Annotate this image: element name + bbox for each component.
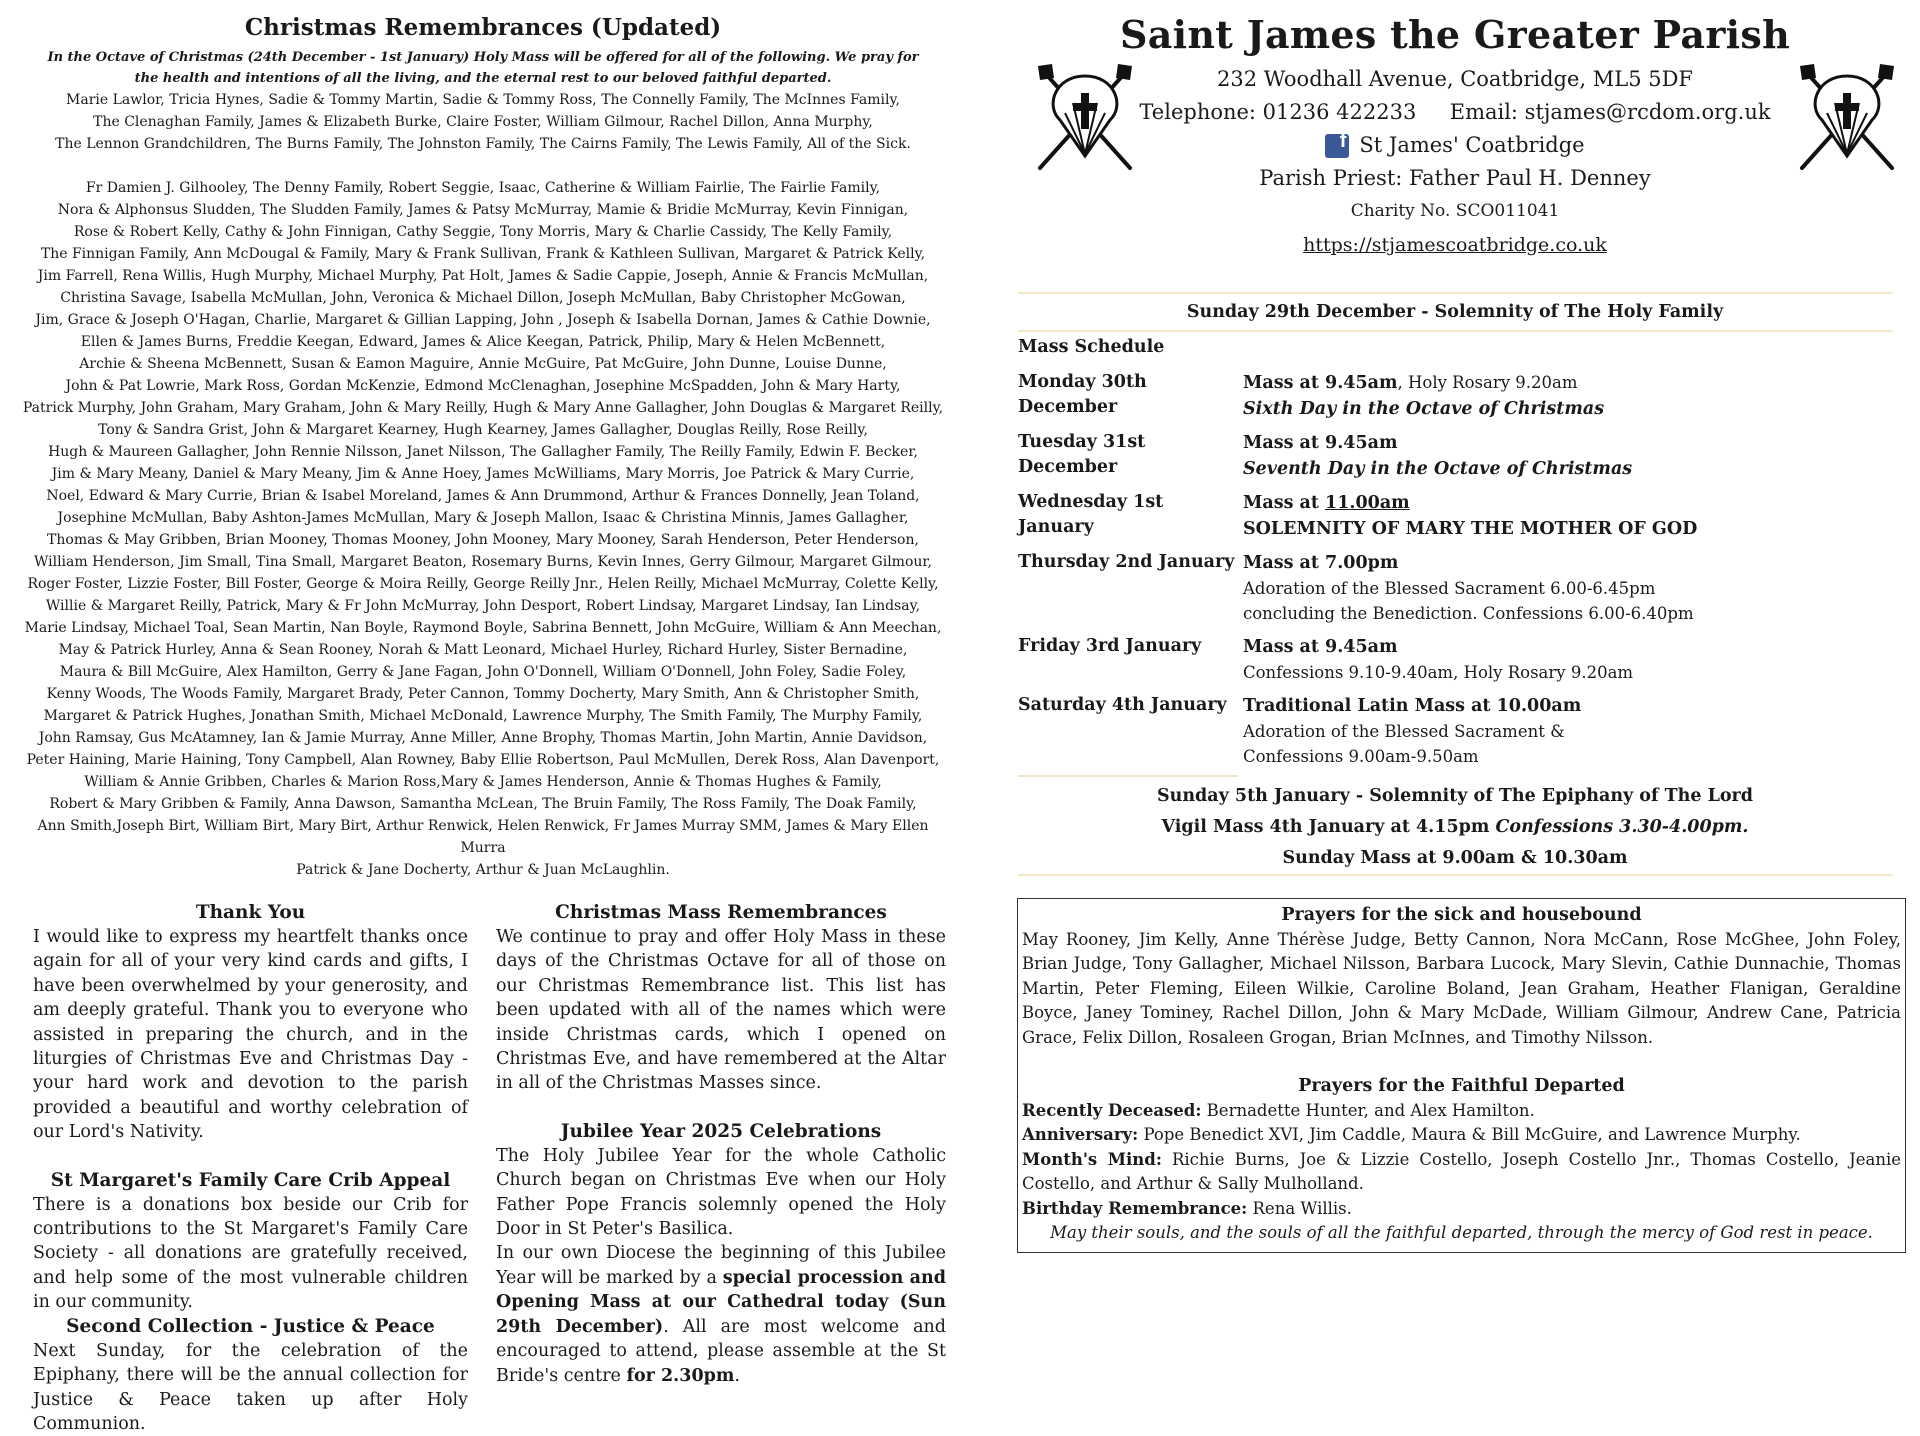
name-line: Thomas & May Gribben, Brian Mooney, Thomas Mooney, John Mooney, Mary Mooney, Sarah Henderson, Peter Henderson, [47, 532, 919, 548]
remembrances-title: Christmas Remembrances (Updated) [244, 14, 722, 41]
name-line: Hugh & Maureen Gallagher, John Rennie Nilsson, Janet Nilsson, The Gallagher Family, The Reilly Family, Edwin F. Becker, [48, 444, 918, 460]
jubilee-title: Jubilee Year 2025 Celebrations [560, 1120, 882, 1142]
second-collection-text: Next Sunday, for the celebration of the Epiphany, there will be the annual collection for Justice & Peace taken up after Holy Communion. [33, 1340, 468, 1434]
mass-remembrances-title: Christmas Mass Remembrances [555, 902, 887, 923]
remembrances-names [18, 89, 948, 881]
charity-number: Charity No. SCO011041 [1350, 201, 1560, 221]
right-page [1000, 8, 1910, 876]
jubilee-text-1: The Holy Jubilee Year for the whole Catholic Church began on Christmas Eve when our Holy Father Pope Francis solemnly opened the Holy Door in St Peter's Basilica. [496, 1145, 946, 1240]
left-column [18, 901, 468, 1436]
name-line: Kenny Woods, The Woods Family, Margaret Brady, Peter Cannon, Tommy Docherty, Mary Smith, Ann & Christopher Smith, [46, 686, 920, 702]
name-line: Jim & Mary Meany, Daniel & Mary Meany, Jim & Anne Hoey, James McWilliams, Mary Morris, Joe Patrick & Mary Currie, [51, 466, 915, 482]
thank-you-title: Thank You [195, 902, 306, 923]
thank-you-text: I would like to express my heartfelt thanks once again for all of your very kind cards and gifts, I have been overwhelmed by your generosity, and am deeply grateful. Thank you to everyone who assisted in preparing the church, and in the liturgies of Christmas Eve and Christmas Day - your hard work and devotion to the parish provided a beautiful and worthy celebration of our Lord's Nativity. [33, 927, 468, 1143]
schedule-day: Thursday 2nd January [1018, 552, 1235, 572]
closing-prayer: May their souls, and the souls of all the faithful departed, through the mercy of God rest in peace. [1050, 1223, 1873, 1242]
epiphany-block [1000, 781, 1910, 874]
remembrances-intro: In the Octave of Christmas (24th December - 1st January) Holy Mass will be offered for all of the following. We pray for the health and intentions of all the living, and the eternal rest to our beloved faithful departed. [47, 50, 919, 86]
name-line: Maura & Bill McGuire, Alex Hamilton, Gerry & Jane Fagan, John O'Donnell, William O'Donnell, John Foley, Sadie Foley, [59, 664, 907, 680]
name-line: Margaret & Patrick Hughes, Jonathan Smith, Michael McDonald, Lawrence Murphy, The Smith Family, The Murphy Family, [43, 708, 923, 724]
name-line: Jim Farrell, Rena Willis, Hugh Murphy, Michael Murphy, Pat Holt, James & Sadie Cappie, Joseph, Annie & Francis McMullan, [37, 268, 929, 284]
schedule-row: Thursday 2nd January Mass at 7.00pm Adoration of the Blessed Sacrament 6.00-6.45pm concluding the Benediction. Confessions 6.00-6.40pm [1000, 550, 1910, 626]
second-collection-title: Second Collection - Justice & Peace [66, 1315, 435, 1337]
right-column [496, 901, 946, 1436]
name-line: Patrick Murphy, John Graham, Mary Graham, John & Mary Reilly, Hugh & Mary Anne Gallagher, John Douglas & Margaret Reilly, [22, 400, 944, 416]
sick-names: May Rooney, Jim Kelly, Anne Thérèse Judge, Betty Cannon, Nora McCann, Rose McGhee, John Foley, Brian Judge, Tony Gallagher, Michael Nilsson, Barbara Lucock, Mary Slevin, Cathie Dunnachie, Thomas Martin, Peter Fleming, Eileen Wilkie, Caroline Boland, Jean Graham, Heather Flanigan, Geraldine Boyce, Janey Tominey, Rachel Dillon, John & Mary McDade, William Gilmour, Andrew Cane, Patricia Grace, Felix Dillon, Rosaleen Grogan, Brian McInnes, and Timothy Nilsson. [1022, 929, 1901, 1047]
months-mind: Month's Mind: Richie Burns, Joe & Lizzie Costello, Joseph Costello Jnr., Thomas Costello, Jeanie Costello, and Arthur & Sally Mulholland. [1022, 1149, 1901, 1193]
parish-priest: Parish Priest: Father Paul H. Denney [1259, 166, 1651, 190]
email-link[interactable]: Email: stjames@rcdom.org.uk [1449, 100, 1771, 124]
divider [1018, 775, 1238, 777]
parish-header [1000, 12, 1910, 292]
name-line: Peter Haining, Marie Haining, Tony Campbell, Alan Rowney, Baby Ellie Robertson, Paul McMullen, Derek Ross, Alan Davenport, [26, 752, 940, 768]
schedule-day: Saturday 4th January [1018, 695, 1227, 715]
anniversary: Anniversary: Pope Benedict XVI, Jim Caddle, Maura & Bill McGuire, and Lawrence Murphy. [1022, 1125, 1801, 1144]
schedule-row: Wednesday 1st January Mass at 11.00am SOLEMNITY OF MARY THE MOTHER OF GOD [1000, 490, 1910, 542]
left-page [18, 8, 948, 1436]
crib-appeal-text: There is a donations box beside our Crib for contributions to the St Margaret's Family Care Society - all donations are gratefully received, and help some of the most vulnerable children in our community. [33, 1194, 468, 1313]
crib-appeal-title: St Margaret's Family Care Crib Appeal [50, 1169, 451, 1191]
crest-icon [1792, 58, 1902, 178]
divider [1018, 874, 1892, 876]
schedule-row: Saturday 4th January Traditional Latin Mass at 10.00am Adoration of the Blessed Sacrament & Confessions 9.00am-9.50am [1000, 693, 1910, 769]
name-line: Ellen & James Burns, Freddie Keegan, Edward, James & Alice Keegan, Patrick, Philip, Mary & Helen McBennett, [80, 334, 886, 350]
name-line: John Ramsay, Gus McAtamney, Ian & Jamie Murray, Anne Miller, Anne Brophy, Thomas Martin, John Martin, Annie Davidson, [38, 730, 928, 746]
names-group-2 [18, 177, 948, 881]
jubilee-time-highlight: for 2.30pm [626, 1365, 735, 1386]
schedule-day: Wednesday 1st January [1018, 492, 1164, 537]
sunday-mass-line: Sunday Mass at 9.00am & 10.30am [1282, 848, 1628, 868]
name-line: Robert & Mary Gribben & Family, Anna Dawson, Samantha McLean, The Bruin Family, The Ross Family, The Doak Family, [49, 796, 917, 812]
name-line: Patrick & Jane Docherty, Arthur & Juan McLaughlin. [296, 862, 670, 878]
parish-address: 232 Woodhall Avenue, Coatbridge, ML5 5DF [1216, 67, 1694, 91]
recently-deceased: Recently Deceased: Bernadette Hunter, and Alex Hamilton. [1022, 1100, 1535, 1120]
schedule-row: Tuesday 31st December Mass at 9.45am Seventh Day in the Octave of Christmas [1000, 430, 1910, 482]
name-line: William & Annie Gribben, Charles & Marion Ross,Mary & James Henderson, Annie & Thomas Hughes & Family, [84, 774, 882, 790]
name-line: The Finnigan Family, Ann McDougal & Family, Mary & Frank Sullivan, Frank & Kathleen Sullivan, Margaret & Patrick Kelly, [40, 246, 926, 262]
name-line: May & Patrick Hurley, Anna & Sean Rooney, Norah & Matt Leonard, Michael Hurley, Richard Hurley, Sister Bernadine, [58, 642, 908, 658]
names-group-1 [18, 89, 948, 155]
name-line: John & Pat Lowrie, Mark Ross, Gordan McKenzie, Edmond McClenaghan, Josephine McSpadden, John & Mary Harty, [65, 378, 901, 394]
name-line: Nora & Alphonsus Sludden, The Sludden Family, James & Patsy McMurray, Mamie & Bridie McMurray, Kevin Finnigan, [57, 202, 909, 218]
schedule-row: Friday 3rd January Mass at 9.45am Confessions 9.10-9.40am, Holy Rosary 9.20am [1000, 634, 1910, 685]
prayers-box [1017, 898, 1906, 1253]
name-line: Marie Lindsay, Michael Toal, Sean Martin, Nan Boyle, Raymond Boyle, Sabrina Bennett, John McGuire, William & Ann Meechan, [24, 620, 942, 636]
mass-remembrances-text: We continue to pray and offer Holy Mass in these days of the Christmas Octave for all of those on our Christmas Remembrance list. This list has been updated with all of the names which were inside Christmas cards, which I opened on Christmas Eve, and have remembered at the Altar in all of the Christmas Masses since. [496, 927, 946, 1094]
website-link[interactable]: https://stjamescoatbridge.co.uk [1303, 234, 1607, 256]
epiphany-heading: Sunday 5th January - Solemnity of The Epiphany of The Lord [1156, 786, 1754, 806]
name-line: Fr Damien J. Gilhooley, The Denny Family, Robert Seggie, Isaac, Catherine & William Fairlie, The Fairlie Family, [85, 180, 881, 196]
schedule-day: Friday 3rd January [1018, 636, 1202, 656]
schedule-heading: Sunday 29th December - Solemnity of The Holy Family [1186, 302, 1724, 322]
schedule-day: Tuesday 31st December [1018, 432, 1146, 477]
name-line: Noel, Edward & Mary Currie, Brian & Isabel Moreland, James & Ann Drummond, Arthur & Frances Donnelly, Jean Toland, [46, 488, 920, 504]
facebook-icon: f [1325, 134, 1349, 158]
sick-prayers-title: Prayers for the sick and housebound [1281, 905, 1642, 925]
name-line: Christina Savage, Isabella McMullan, John, Veronica & Michael Dillon, Joseph McMullan, Baby Christopher McGowan, [60, 290, 906, 306]
name-line: Willie & Margaret Reilly, Patrick, Mary & Fr John McMurray, John Desport, Robert Lindsay, Margaret Lindsay, Ian Lindsay, [45, 598, 921, 614]
schedule-row: Monday 30th December Mass at 9.45am, Holy Rosary 9.20am Sixth Day in the Octave of Christmas [1000, 370, 1910, 422]
mass-schedule-label: Mass Schedule [1018, 337, 1165, 357]
schedule-day: Monday 30th December [1018, 372, 1147, 417]
vigil-line: Vigil Mass 4th January at 4.15pm Confessions 3.30-4.00pm. [1161, 817, 1749, 837]
telephone: Telephone: 01236 422233 [1139, 100, 1417, 124]
name-line: The Lennon Grandchildren, The Burns Family, The Johnston Family, The Cairns Family, The Lewis Family, All of the Sick. [55, 136, 911, 152]
name-line: Archie & Sheena McBennett, Susan & Eamon Maguire, Annie McGuire, Pat McGuire, John Dunne, Louise Dunne, [79, 356, 887, 372]
name-line: The Clenaghan Family, James & Elizabeth Burke, Claire Foster, William Gilmour, Rachel Dillon, Anna Murphy, [93, 114, 873, 130]
facebook-page[interactable]: St James' Coatbridge [1359, 133, 1585, 157]
parish-title: Saint James the Greater Parish [1119, 12, 1790, 57]
name-line: Josephine McMullan, Baby Ashton-James McMullan, Mary & Joseph Mallon, Isaac & Christina Minnis, James Gallagher, [57, 510, 909, 526]
name-line: Jim, Grace & Joseph O'Hagan, Charlie, Margaret & Gillian Lapping, John , Joseph & Isabella Dornan, James & Cathie Downie, [35, 312, 931, 328]
departed-prayers-title: Prayers for the Faithful Departed [1298, 1076, 1625, 1096]
name-line: Roger Foster, Lizzie Foster, Bill Foster, George & Moira Reilly, George Reilly Jnr., Helen Reilly, Michael McMurray, Colette Kelly, [27, 576, 939, 592]
jubilee-text-2: In our own Diocese the beginning of this Jubilee Year will be marked by a special procession and Opening Mass at our Cathedral today (Sun 29th December). All are most welcome and encouraged to attend, please assemble at the St Bride's centre for 2.30pm. [496, 1243, 946, 1386]
name-line: William Henderson, Jim Small, Tina Small, Margaret Beaton, Rosemary Burns, Kevin Innes, Gerry Gilmour, Margaret Gilmour, [33, 554, 932, 570]
birthday-remembrance: Birthday Remembrance: Rena Willis. [1022, 1198, 1352, 1218]
name-line: Marie Lawlor, Tricia Hynes, Sadie & Tommy Martin, Sadie & Tommy Ross, The Connelly Family, The McInnes Family, [66, 92, 900, 108]
crest-icon [1030, 58, 1140, 178]
name-line: Ann Smith,Joseph Birt, William Birt, Mary Birt, Arthur Renwick, Helen Renwick, Fr James Murray SMM, James & Mary Ellen Murra [37, 818, 929, 856]
jubilee-cathedral-highlight: special procession and Opening Mass at our Cathedral today (Sun 29th December) [496, 1267, 946, 1337]
name-line: Tony & Sandra Grist, John & Margaret Kearney, Hugh Kearney, James Gallagher, Douglas Reilly, Rose Reilly, [98, 422, 868, 438]
name-line: Rose & Robert Kelly, Cathy & John Finnigan, Cathy Seggie, Tony Morris, Mary & Charlie Cassidy, The Kelly Family, [73, 224, 893, 240]
